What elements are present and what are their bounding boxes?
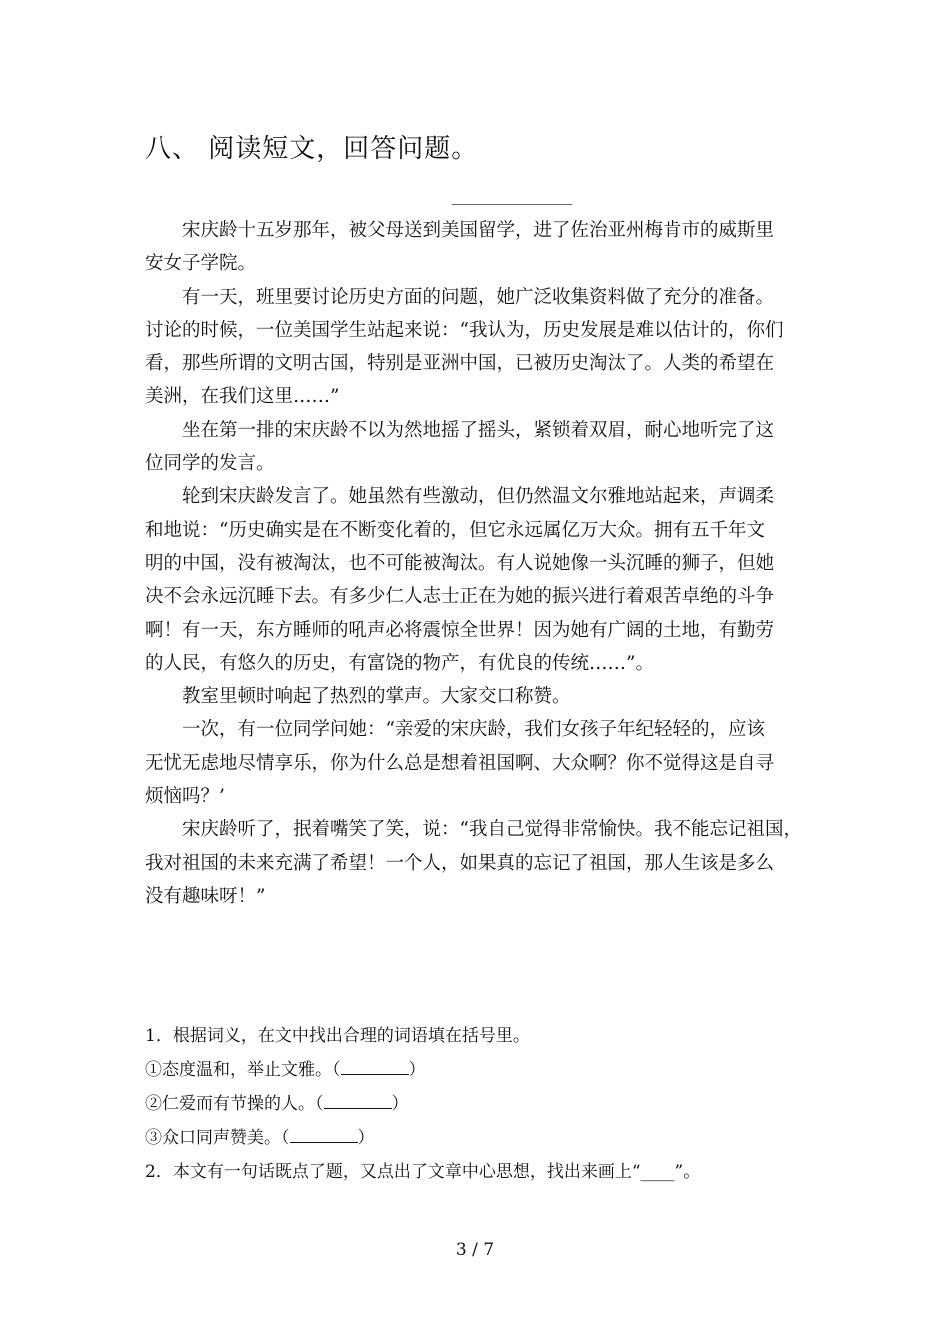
item-text: ②仁爱而有节操的人。（ <box>145 1094 324 1114</box>
passage-line: 和地说：“历史确实是在不断变化着的，但它永远属亿万大众。拥有五千年文 <box>145 519 765 541</box>
question-1: 1．根据词义，在文中找出合理的词语填在括号里。 <box>145 1026 530 1046</box>
section-title: 八、 阅读短文，回答问题。 <box>145 134 479 164</box>
question-1-item-1 <box>145 1053 825 1087</box>
passage-line: 宋庆龄十五岁那年，被父母送到美国留学，进了佐治亚州梅肯市的威斯里 <box>145 220 775 241</box>
answer-blank[interactable] <box>324 1094 392 1109</box>
passage-line: 的人民，有悠久的历史，有富饶的物产，有优良的传统……”。 <box>145 652 654 674</box>
passage-line: 决不会永远沉睡下去。有多少仁人志士正在为她的振兴进行着艰苦卓绝的斗争 <box>145 586 775 608</box>
passage-line: 明的中国，没有被淘汰，也不可能被淘汰。有人说她像一头沉睡的狮子，但她 <box>145 552 775 574</box>
passage-line: 美洲，在我们这里……” <box>145 386 340 408</box>
passage-line: 教室里顿时响起了热烈的掌声。大家交口称赞。 <box>145 686 571 708</box>
item-text: ③众口同声赞美。（ <box>145 1128 290 1148</box>
passage-line: 烦恼吗？’ <box>145 786 225 808</box>
passage-line: 没有趣味呀！” <box>145 885 266 907</box>
passage-line: 宋庆龄听了，抿着嘴笑了笑，说：“我自己觉得非常愉快。我不能忘记祖国， <box>145 819 802 841</box>
passage-line: 有一天，班里要讨论历史方面的问题，她广泛收集资料做了充分的准备。 <box>145 286 775 308</box>
page-number: 3 / 7 <box>455 1240 495 1260</box>
question-1-item-2 <box>145 1087 825 1121</box>
passage-line: 轮到宋庆龄发言了。她虽然有些激动，但仍然温文尔雅地站起来，声调柔 <box>145 486 775 508</box>
question-1-item-3 <box>145 1121 825 1155</box>
divider-line <box>452 204 572 205</box>
passage-line: 位同学的发言。 <box>145 453 275 475</box>
passage-line: 啊！有一天，东方睡师的吼声必将震惊全世界！因为她有广阔的土地，有勤劳 <box>145 619 775 641</box>
reading-passage <box>145 214 807 913</box>
passage-line: 我对祖国的未来充满了希望！一个人，如果真的忘记了祖国，那人生该是多么 <box>145 852 775 874</box>
question-section <box>145 1019 825 1189</box>
passage-line: 无忧无虑地尽情享乐，你为什么总是想着祖国啊、大众啊？你不觉得这是自寻 <box>145 752 775 774</box>
answer-blank[interactable] <box>341 1060 409 1075</box>
item-text: ①态度温和，举止文雅。（ <box>145 1060 341 1080</box>
answer-blank[interactable] <box>290 1128 358 1143</box>
question-2: 2．本文有一句话既点了题，又点出了文章中心思想，找出来画上“____”。 <box>145 1162 701 1182</box>
passage-line: 一次，有一位同学问她：“亲爱的宋庆龄，我们女孩子年纪轻轻的，应该 <box>145 719 765 741</box>
item-close: ） <box>391 1094 409 1114</box>
passage-line: 安女子学院。 <box>145 253 257 275</box>
passage-line: 看，那些所谓的文明古国，特别是亚洲中国，已被历史淘汰了。人类的希望在 <box>145 353 775 375</box>
item-close: ） <box>357 1128 375 1148</box>
item-close: ） <box>408 1060 426 1080</box>
passage-line: 坐在第一排的宋庆龄不以为然地摇了摇头，紧锁着双眉，耐心地听完了这 <box>145 419 775 441</box>
passage-line: 讨论的时候，一位美国学生站起来说：“我认为，历史发展是难以估计的，你们 <box>145 319 784 341</box>
